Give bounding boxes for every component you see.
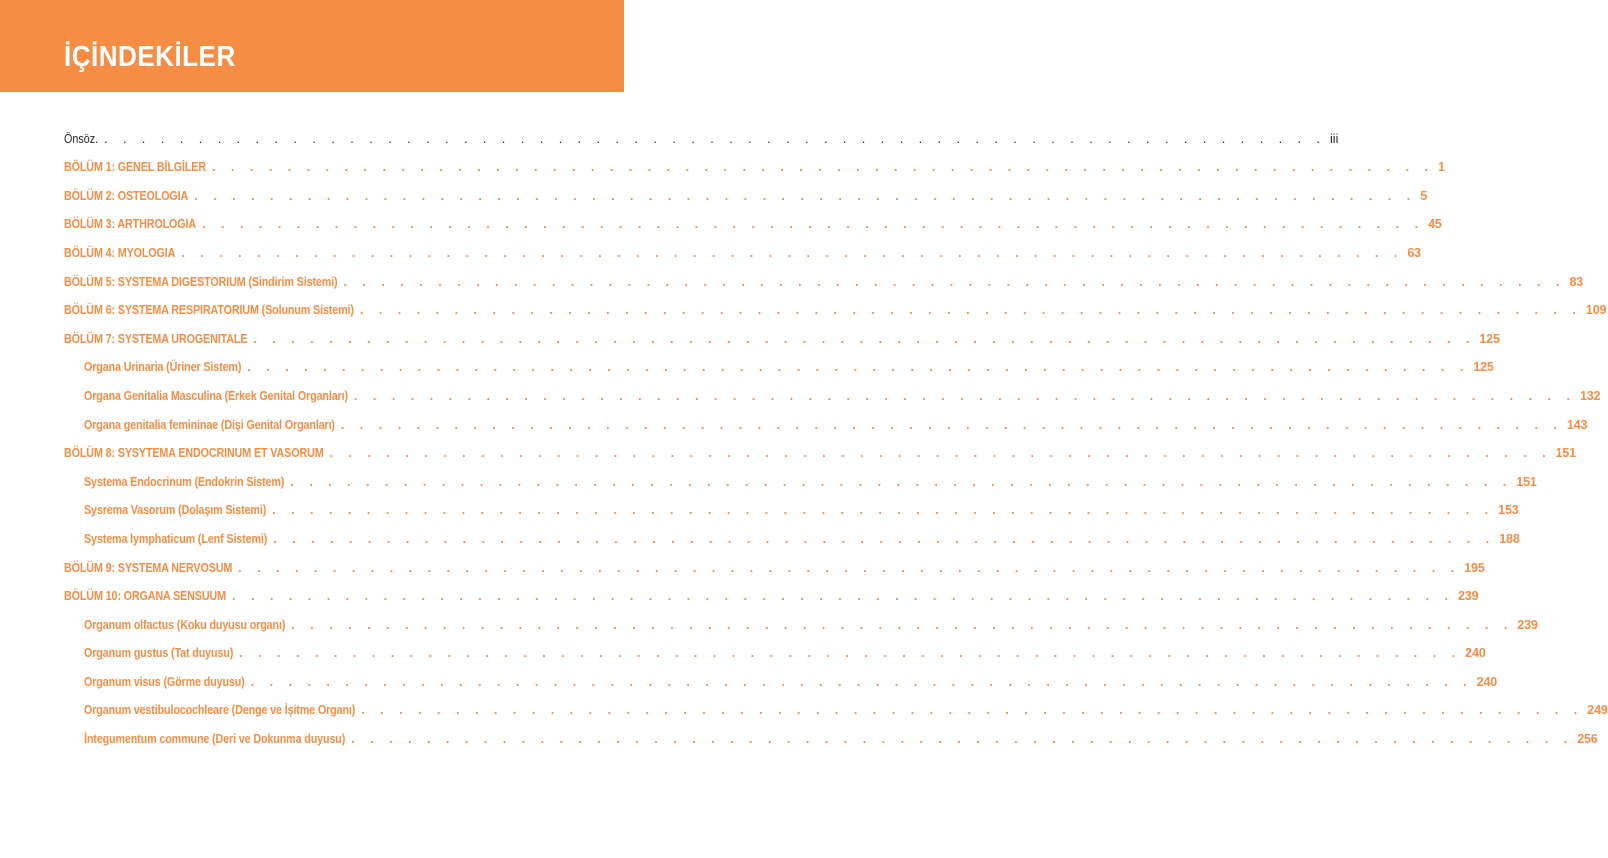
- toc-entry[interactable]: [64, 546, 1485, 575]
- toc-subentry[interactable]: [64, 660, 1498, 689]
- toc-dot-leader: . . . . . . . . . . . . . . . . . . . . . . . . . . . . . . . . . . . . . . . . . . . . . . . . . . . . . . . . . . . . . . . . .: [202, 217, 1425, 232]
- toc-entry-title: BÖLÜM 3: ARTHROLOGIA: [64, 217, 196, 232]
- toc-dot-leader: . . . . . . . . . . . . . . . . . . . . . . . . . . . . . . . . . . . . . . . . . . . . . . . . . . . . . . . . . . . . . . . . .: [104, 131, 1327, 146]
- toc-page-number: 239: [1517, 617, 1538, 632]
- toc-entry-title: BÖLÜM 8: SYSYTEMA ENDOCRINUM ET VASORUM: [64, 446, 324, 461]
- toc-entry-title: BÖLÜM 2: OSTEOLOGIA: [64, 188, 189, 203]
- toc-entry[interactable]: [64, 575, 1479, 604]
- toc-dot-leader: . . . . . . . . . . . . . . . . . . . . . . . . . . . . . . . . . . . . . . . . . . . . . . . . . . . . . . . . . . . . . . . . .: [291, 617, 1514, 632]
- toc-entry-title: Systema Endocrinum (Endokrin Sistem): [84, 474, 285, 489]
- toc-dot-leader: . . . . . . . . . . . . . . . . . . . . . . . . . . . . . . . . . . . . . . . . . . . . . . . . . . . . . . . . . . . . . . . . .: [194, 188, 1417, 203]
- toc-entry[interactable]: [64, 146, 1445, 175]
- toc-page-number: 240: [1465, 646, 1486, 661]
- toc-page-number: 63: [1407, 245, 1421, 260]
- toc-entry-title: İntegumentum commune (Deri ve Dokunma duyusu): [84, 732, 346, 747]
- page-title: İÇİNDEKİLER: [64, 41, 236, 73]
- toc-dot-leader: . . . . . . . . . . . . . . . . . . . . . . . . . . . . . . . . . . . . . . . . . . . . . . . . . . . . . . . . . . . . . . . . .: [340, 417, 1563, 432]
- toc-page-number: 5: [1420, 188, 1428, 203]
- toc-page-number: 83: [1569, 274, 1584, 289]
- toc-entry-title: Organa Urinaria (Üriner Sistem): [84, 360, 242, 375]
- toc-page-number: 132: [1579, 388, 1601, 403]
- toc-entry-title: Organa genitalia femininae (Dişi Genital Organları): [84, 417, 335, 432]
- toc-entry[interactable]: [64, 117, 1339, 146]
- toc-entry-title: BÖLÜM 4: MYOLOGIA: [64, 245, 176, 260]
- toc-dot-leader: . . . . . . . . . . . . . . . . . . . . . . . . . . . . . . . . . . . . . . . . . . . . . . . . . . . . . . . . . . . . . . . . .: [250, 674, 1473, 689]
- toc-subentry[interactable]: [64, 489, 1519, 518]
- toc-page-number: 188: [1499, 531, 1520, 546]
- toc-dot-leader: . . . . . . . . . . . . . . . . . . . . . . . . . . . . . . . . . . . . . . . . . . . . . . . . . . . . . . . . . . . . . . . . .: [359, 303, 1582, 318]
- toc-entry-title: BÖLÜM 6: SYSTEMA RESPIRATORIUM (Solunum Sistemi): [64, 303, 354, 318]
- toc-dot-leader: . . . . . . . . . . . . . . . . . . . . . . . . . . . . . . . . . . . . . . . . . . . . . . . . . . . . . . . . . . . . . . . . .: [181, 245, 1404, 260]
- toc-entry-title: Organum vestibulocochleare (Denge ve İşitme Organı): [84, 703, 356, 718]
- toc-entry-title: Organum gustus (Tat duyusu): [84, 646, 234, 661]
- toc-entry[interactable]: [64, 432, 1576, 461]
- toc-dot-leader: . . . . . . . . . . . . . . . . . . . . . . . . . . . . . . . . . . . . . . . . . . . . . . . . . . . . . . . . . . . . . . . . .: [351, 732, 1574, 747]
- toc-entry-title: BÖLÜM 7: SYSTEMA UROGENITALE: [64, 331, 248, 346]
- toc-dot-leader: . . . . . . . . . . . . . . . . . . . . . . . . . . . . . . . . . . . . . . . . . . . . . . . . . . . . . . . . . . . . . . . . .: [272, 503, 1495, 518]
- toc-entry-title: Sysrema Vasorum (Dolaşım Sistemi): [84, 503, 267, 518]
- toc-page-number: 45: [1428, 217, 1442, 232]
- toc-subentry[interactable]: [64, 346, 1494, 375]
- toc-entry[interactable]: [64, 260, 1584, 289]
- toc-dot-leader: . . . . . . . . . . . . . . . . . . . . . . . . . . . . . . . . . . . . . . . . . . . . . . . . . . . . . . . . . . . . . . . . .: [238, 560, 1461, 575]
- toc-page-number: 153: [1498, 503, 1519, 518]
- toc-page-number: 195: [1464, 560, 1485, 575]
- toc-subentry[interactable]: [64, 632, 1486, 661]
- toc-page-number: 239: [1458, 589, 1479, 604]
- toc-dot-leader: . . . . . . . . . . . . . . . . . . . . . . . . . . . . . . . . . . . . . . . . . . . . . . . . . . . . . . . . . . . . . . . . .: [232, 589, 1455, 604]
- toc-subentry[interactable]: [64, 689, 1608, 718]
- toc-subentry[interactable]: [64, 717, 1598, 747]
- toc-entry[interactable]: [64, 231, 1421, 260]
- toc-page-number: 125: [1479, 331, 1500, 346]
- toc-entry-title: BÖLÜM 9: SYSTEMA NERVOSUM: [64, 560, 233, 575]
- toc-entry-title: Systema lymphaticum (Lenf Sistemi): [84, 531, 268, 546]
- table-of-contents: [64, 117, 1608, 747]
- toc-dot-leader: . . . . . . . . . . . . . . . . . . . . . . . . . . . . . . . . . . . . . . . . . . . . . . . . . . . . . . . . . . . . . . . . .: [211, 160, 1434, 175]
- toc-entry[interactable]: [64, 317, 1500, 346]
- toc-page-number: 109: [1585, 303, 1607, 318]
- toc-subentry[interactable]: [64, 517, 1520, 546]
- toc-entry-title: Organum visus (Görme duyusu): [84, 674, 245, 689]
- toc-dot-leader: . . . . . . . . . . . . . . . . . . . . . . . . . . . . . . . . . . . . . . . . . . . . . . . . . . . . . . . . . . . . . . . . .: [253, 331, 1476, 346]
- toc-dot-leader: . . . . . . . . . . . . . . . . . . . . . . . . . . . . . . . . . . . . . . . . . . . . . . . . . . . . . . . . . . . . . . . . .: [329, 446, 1552, 461]
- toc-page-number: 151: [1516, 474, 1537, 489]
- toc-page-number: 256: [1577, 732, 1598, 747]
- toc-dot-leader: . . . . . . . . . . . . . . . . . . . . . . . . . . . . . . . . . . . . . . . . . . . . . . . . . . . . . . . . . . . . . . . . .: [353, 388, 1576, 403]
- toc-entry[interactable]: [64, 203, 1442, 232]
- toc-entry[interactable]: [64, 289, 1607, 318]
- toc-dot-leader: . . . . . . . . . . . . . . . . . . . . . . . . . . . . . . . . . . . . . . . . . . . . . . . . . . . . . . . . . . . . . . . . .: [273, 531, 1496, 546]
- toc-entry-title: Organum olfactus (Koku duyusu organı): [84, 617, 286, 632]
- toc-entry-title: Önsöz.: [64, 131, 99, 146]
- toc-dot-leader: . . . . . . . . . . . . . . . . . . . . . . . . . . . . . . . . . . . . . . . . . . . . . . . . . . . . . . . . . . . . . . . . .: [361, 703, 1584, 718]
- toc-dot-leader: . . . . . . . . . . . . . . . . . . . . . . . . . . . . . . . . . . . . . . . . . . . . . . . . . . . . . . . . . . . . . . . . .: [343, 274, 1566, 289]
- toc-subentry[interactable]: [64, 603, 1538, 632]
- toc-page-number: 1: [1438, 160, 1445, 175]
- toc-page-number: 143: [1566, 417, 1588, 432]
- toc-dot-leader: . . . . . . . . . . . . . . . . . . . . . . . . . . . . . . . . . . . . . . . . . . . . . . . . . . . . . . . . . . . . . . . . .: [239, 646, 1462, 661]
- toc-entry[interactable]: [64, 174, 1428, 203]
- toc-subentry[interactable]: [64, 460, 1537, 489]
- toc-subentry[interactable]: [64, 374, 1601, 403]
- toc-dot-leader: . . . . . . . . . . . . . . . . . . . . . . . . . . . . . . . . . . . . . . . . . . . . . . . . . . . . . . . . . . . . . . . . .: [247, 360, 1470, 375]
- toc-entry-title: BÖLÜM 10: ORGANA SENSUUM: [64, 589, 226, 604]
- toc-dot-leader: . . . . . . . . . . . . . . . . . . . . . . . . . . . . . . . . . . . . . . . . . . . . . . . . . . . . . . . . . . . . . . . . .: [290, 474, 1513, 489]
- toc-entry-title: BÖLÜM 5: SYSTEMA DIGESTORIUM (Sindirim Sistemi): [64, 274, 338, 289]
- toc-subentry[interactable]: [64, 403, 1588, 432]
- toc-entry-title: BÖLÜM 1: GENEL BİLGİLER: [64, 160, 206, 175]
- toc-page-number: 249: [1587, 703, 1608, 718]
- toc-page-number: 240: [1476, 674, 1498, 689]
- toc-page-number: iii: [1330, 131, 1339, 146]
- toc-page-number: 125: [1473, 360, 1494, 375]
- toc-page-number: 151: [1555, 446, 1576, 461]
- toc-entry-title: Organa Genitalia Masculina (Erkek Genital Organları): [84, 388, 348, 403]
